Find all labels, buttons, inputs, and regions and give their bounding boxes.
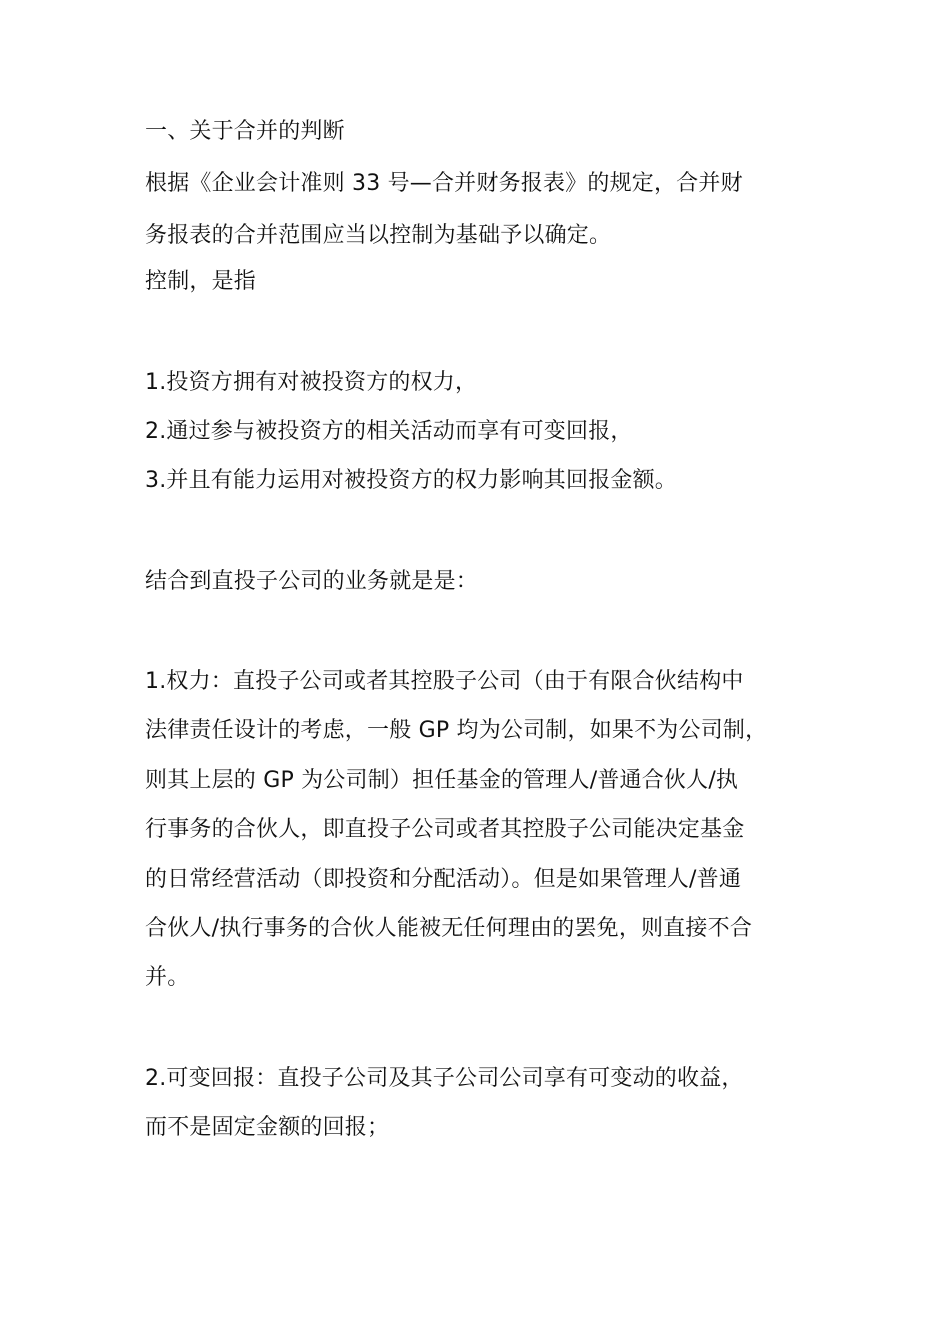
- business-intro: 结合到直投子公司的业务就是是：: [145, 569, 479, 594]
- criterion-item: 3.并且有能力运用对被投资方的权力影响其回报金额。: [145, 468, 677, 493]
- intro-paragraph-line: 务报表的合并范围应当以控制为基础予以确定。: [145, 223, 612, 248]
- power-paragraph-line: 行事务的合伙人，即直投子公司或者其控股子公司能决定基金: [145, 817, 745, 842]
- criterion-item: 1.投资方拥有对被投资方的权力，: [145, 370, 478, 395]
- intro-paragraph-line: 根据《企业会计准则 33 号—合并财务报表》的规定，合并财: [145, 171, 743, 196]
- returns-paragraph-line: 2.可变回报：直投子公司及其子公司公司享有可变动的收益，: [145, 1066, 744, 1091]
- power-paragraph-line: 则其上层的 GP 为公司制）担任基金的管理人/普通合伙人/执: [145, 768, 739, 793]
- power-paragraph-line: 法律责任设计的考虑，一般 GP 均为公司制，如果不为公司制，: [145, 718, 768, 743]
- power-paragraph-line: 合伙人/执行事务的合伙人能被无任何理由的罢免，则直接不合: [145, 916, 753, 941]
- returns-paragraph-line: 而不是固定金额的回报；: [145, 1115, 390, 1140]
- power-paragraph-line: 1.权力：直投子公司或者其控股子公司（由于有限合伙结构中: [145, 669, 744, 694]
- power-paragraph-line: 并。: [145, 965, 190, 990]
- criterion-item: 2.通过参与被投资方的相关活动而享有可变回报，: [145, 419, 633, 444]
- power-paragraph-line: 的日常经营活动（即投资和分配活动）。但是如果管理人/普通: [145, 867, 742, 892]
- control-definition-intro: 控制，是指: [145, 269, 257, 294]
- section-heading: 一、关于合并的判断: [145, 119, 345, 144]
